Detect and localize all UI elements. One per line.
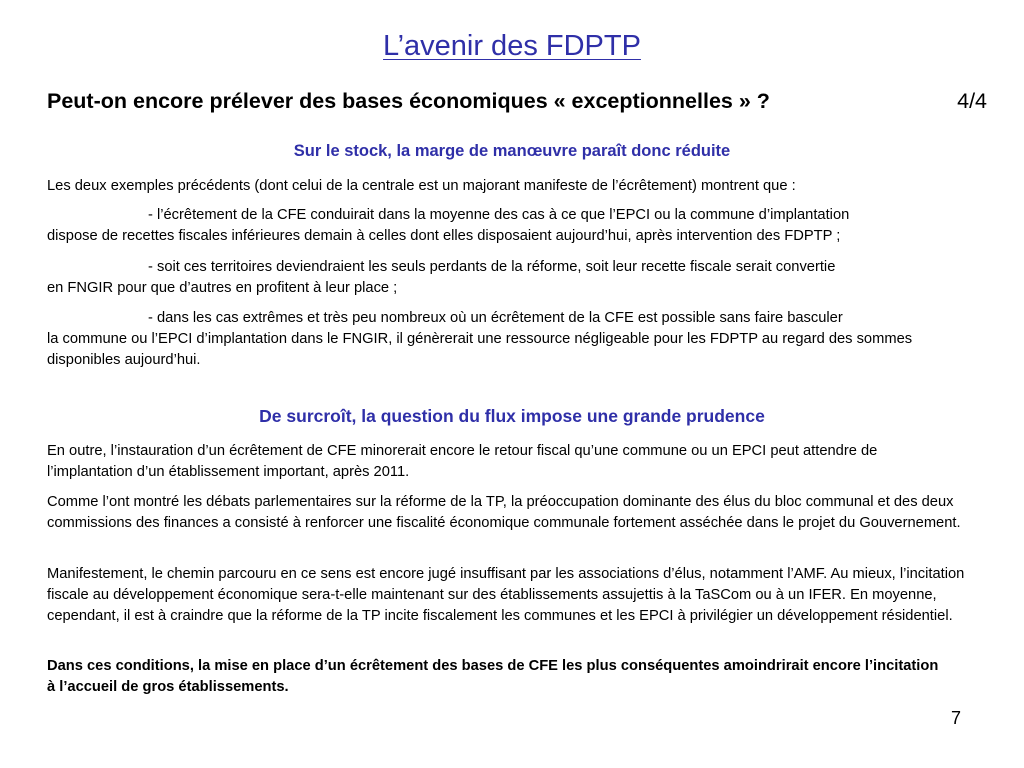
slide-subtitle: Peut-on encore prélever des bases économiques « exceptionnelles » ? xyxy=(47,89,770,113)
slide-title: L’avenir des FDPTP xyxy=(383,30,641,62)
bullet-1-continuation: dispose de recettes fiscales inférieures demain à celles dont elles disposaient aujourd’hui, après intervention des FDPTP ; xyxy=(47,228,841,244)
bullet-item-3 xyxy=(47,308,962,371)
intro-paragraph xyxy=(47,176,977,197)
section-heading-stock: Sur le stock, la marge de manœuvre paraît donc réduite xyxy=(293,142,731,160)
bullet-3-continuation: la commune ou l’EPCI d’implantation dans le FNGIR, il génèrerait une ressource négligeable pour les FDPTP au regard des sommes disponibles aujourd’hui. xyxy=(47,331,913,368)
subtitle-row xyxy=(47,89,987,114)
paragraph-2 xyxy=(47,492,962,534)
paragraph-3 xyxy=(47,564,975,627)
conclusion-text: Dans ces conditions, la mise en place d’un écrêtement des bases de CFE les plus conséquentes amoindrirait encore l’incitation à l’accueil de gros établissements. xyxy=(47,658,939,695)
bullet-item-2 xyxy=(47,257,977,299)
paragraph-1-text: En outre, l’instauration d’un écrêtement de CFE minorerait encore le retour fiscal qu’une commune ou un EPCI peut attendre de l’implantation d’un établissement important, après 2011. xyxy=(47,443,878,480)
conclusion-paragraph xyxy=(47,656,947,698)
paragraph-2-text: Comme l’ont montré les débats parlementaires sur la réforme de la TP, la préoccupation dominante des élus du bloc communal et des deux commissions des finances a consisté à renforcer une fiscalité économique communale fortement asséchée dans le projet du Gouvernement. xyxy=(47,494,961,531)
section-heading-flux: De surcroît, la question du flux impose une grande prudence xyxy=(259,406,765,426)
bullet-2-continuation: en FNGIR pour que d’autres en profitent à leur place ; xyxy=(47,280,398,296)
part-indicator: 4/4 xyxy=(957,89,987,113)
page-number: 7 xyxy=(950,708,961,728)
bullet-3-first-line: - dans les cas extrêmes et très peu nombreux où un écrêtement de la CFE est possible sans faire basculer xyxy=(148,310,843,326)
bullet-item-1 xyxy=(47,205,977,247)
paragraph-3-text: Manifestement, le chemin parcouru en ce sens est encore jugé insuffisant par les associations d’élus, notamment l’AMF. Au mieux, l’incitation fiscale au développement économique sera-t-elle maintenant sur des établissements assujettis à la TaSCom ou à un IFER. En moyenne, cependant, il est à craindre que la réforme de la TP incite fiscalement les communes et les EPCI à privilégier un développement résidentiel. xyxy=(47,566,965,624)
bullet-2-first-line: - soit ces territoires deviendraient les seuls perdants de la réforme, soit leur recette fiscale serait convertie xyxy=(148,259,836,275)
paragraph-1 xyxy=(47,441,937,483)
intro-text: Les deux exemples précédents (dont celui de la centrale est un majorant manifeste de l’écrêtement) montrent que : xyxy=(47,178,796,194)
bullet-1-first-line: - l’écrêtement de la CFE conduirait dans la moyenne des cas à ce que l’EPCI ou la commune d’implantation xyxy=(148,207,850,223)
